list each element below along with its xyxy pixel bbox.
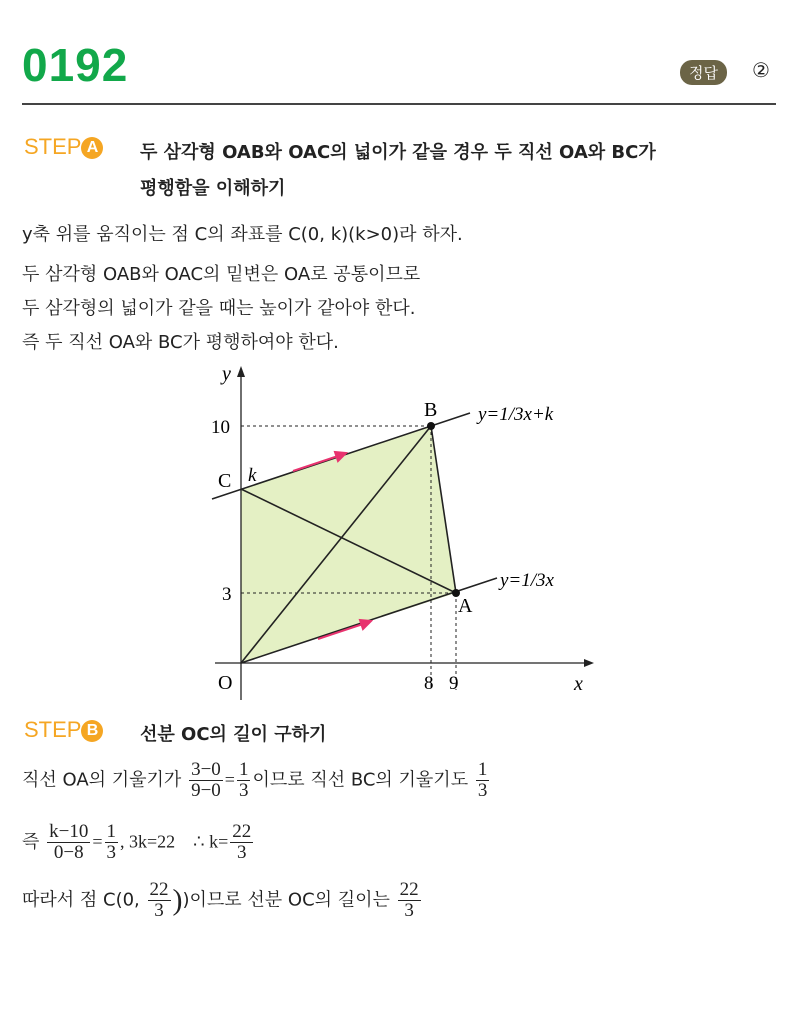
equation-line: 즉 $\frac{k-10}{0-8}$ = $\frac{1}{3}$ , 3k=22 ∴ k= $\frac{22}{3}$: [22, 821, 252, 863]
step-a-title-1: 두 삼각형 OAB와 OAC의 넓이가 같을 경우 두 직선 OA와 BC가: [140, 142, 656, 163]
label-o: O: [218, 672, 233, 694]
label-y-axis: y: [222, 363, 231, 385]
fraction: $\frac{22}{3}$: [149, 879, 169, 921]
step-b-title: 선분 OC의 길이 구하기: [140, 724, 327, 745]
fraction: $\frac{3-0}{9-0}$: [191, 759, 221, 801]
text-line: 두 삼각형의 넓이가 같을 때는 높이가 같아야 한다.: [22, 298, 416, 319]
text: 따라서 점 C(0,: [22, 889, 140, 911]
step-tag: STEP: [24, 134, 82, 159]
text-line: 두 삼각형 OAB와 OAC의 밑변은 OA로 공통이므로: [22, 264, 421, 285]
fraction: $\frac{k-10}{0-8}$: [49, 821, 89, 863]
fraction: $\frac{22}{3}$: [232, 821, 252, 863]
fraction: $\frac{1}{3}$: [106, 821, 116, 863]
line-bc-equation: y=1/3x+k: [478, 404, 554, 425]
tick-8: 8: [424, 673, 434, 694]
answer-value: ②: [752, 58, 770, 82]
label-a: A: [458, 595, 473, 617]
label-b: B: [424, 399, 438, 421]
x-axis-arrow: [584, 659, 594, 667]
line-oa-equation: y=1/3x: [500, 570, 554, 591]
text: 이므로 직선 BC의 기울기도: [252, 769, 469, 791]
problem-number: 0192: [22, 39, 129, 91]
text-line: y축 위를 움직이는 점 C의 좌표를 C(0, k)(k>0)라 하자.: [22, 224, 463, 245]
point-b: [427, 422, 435, 430]
step-tag: STEP: [24, 717, 82, 742]
step-letter: A: [81, 137, 103, 159]
label-x-axis: x: [574, 673, 583, 695]
text: 즉: [22, 831, 40, 853]
text: )이므로 선분 OC의 길이는: [182, 889, 390, 911]
answer-badge: 정답: [680, 60, 727, 85]
y-axis-arrow: [237, 366, 245, 377]
step-b-label: [24, 717, 103, 743]
step-a-title-2: 평행함을 이해하기: [140, 178, 286, 199]
label-c: C: [218, 470, 232, 492]
tick-10: 10: [211, 417, 230, 438]
text-line: 즉 두 직선 OA와 BC가 평행하여야 한다.: [22, 332, 339, 353]
label-k: k: [248, 465, 257, 486]
tick-3: 3: [222, 584, 232, 605]
conclusion-line: [22, 880, 423, 921]
step-letter: B: [81, 720, 103, 742]
slope-line: 직선 OA의 기울기가 $\frac{3-0}{9-0}$ = $\frac{1}{3}$ 이므로 직선 BC의 기울기도 $\frac{1}{3}$: [22, 759, 488, 801]
arrow-head: [360, 620, 371, 629]
fraction: $\frac{22}{3}$: [399, 879, 419, 921]
text: , 3k=22 ∴ k=: [120, 831, 229, 852]
text: 직선 OA의 기울기가: [22, 769, 182, 791]
fraction: $\frac{1}{3}$: [238, 759, 249, 801]
fraction: $\frac{1}{3}$: [477, 759, 488, 801]
paren: ): [172, 883, 183, 917]
tick-9: 9: [449, 673, 459, 694]
